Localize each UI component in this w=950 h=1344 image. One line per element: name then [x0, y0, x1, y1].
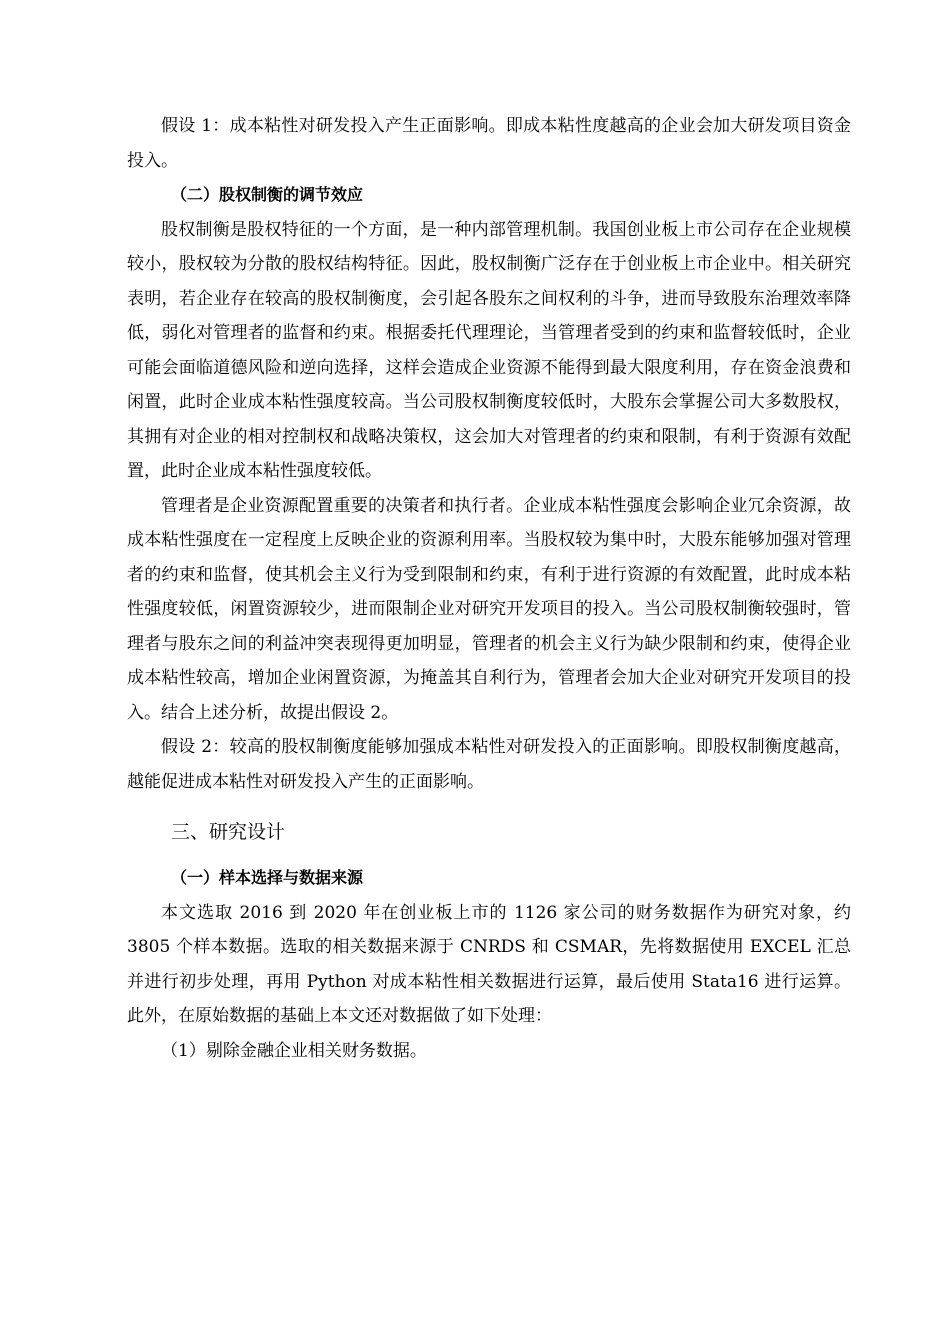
hypothesis-2-paragraph: 假设 2：较高的股权制衡度能够加强成本粘性对研发投入的正面影响。即股权制衡度越高，越能促进成本粘性对研发投入产生的正面影响。 — [127, 737, 851, 792]
section-heading-research-design: 三、研究设计 — [171, 821, 286, 843]
list-item-1: （1）剔除金融企业相关财务数据。 — [161, 1040, 427, 1061]
subsection-heading-equity-balance: （二）股权制衡的调节效应 — [171, 185, 364, 204]
document-body — [127, 109, 851, 1068]
hypothesis-1-paragraph: 假设 1：成本粘性对研发投入产生正面影响。即成本粘性度越高的企业会加大研发项目资金投入。 — [127, 116, 851, 171]
spacer — [127, 849, 851, 861]
subsection-heading-sample-selection: （一）样本选择与数据来源 — [171, 868, 364, 887]
spacer — [127, 799, 851, 815]
managers-paragraph: 管理者是企业资源配置重要的决策者和执行者。企业成本粘性强度会影响企业冗余资源，故成本粘性强度在一定程度上反映企业的资源利用率。当股权较为集中时，大股东能够加强对管理者的约束和监督，使其机会主义行为受到限制和约束，有利于进行资源的有效配置，此时成本粘性强度较低，闲置资源较少，进而限制企业对研究开发项目的投入。当公司股权制衡较强时，管理者与股东之间的利益冲突表现得更加明显，管理者的机会主义行为缺少限制和约束，使得企业成本粘性较高，增加企业闲置资源，为掩盖其自利行为，管理者会加大企业对研究开发项目的投入。结合上述分析，故提出假设 2。 — [127, 495, 851, 723]
equity-balance-paragraph: 股权制衡是股权特征的一个方面，是一种内部管理机制。我国创业板上市公司存在企业规模较小，股权较为分散的股权结构特征。因此，股权制衡广泛存在于创业板上市企业中。相关研究表明，若企业存在较高的股权制衡度，会引起各股东之间权利的斗争，进而导致股东治理效率降低，弱化对管理者的监督和约束。根据委托代理理论，当管理者受到的约束和监督较低时，企业可能会面临道德风险和逆向选择，这样会造成企业资源不能得到最大限度利用，存在资金浪费和闲置，此时企业成本粘性强度较高。当公司股权制衡度较低时，大股东会掌握公司大多数股权，其拥有对企业的相对控制权和战略决策权，这会加大对管理者的约束和限制，有利于资源有效配置，此时企业成本粘性强度较低。 — [127, 219, 851, 481]
sample-paragraph: 本文选取 2016 到 2020 年在创业板上市的 1126 家公司的财务数据作为研究对象，约 3805 个样本数据。选取的相关数据来源于 CNRDS 和 CSMAR，先将数据使用 EXCEL 汇总并进行初步处理，再用 Python 对成本粘性相关数据进行运算，最后使用 Stata16 进行运算。此外，在原始数据的基础上本文还对数据做了如下处理： — [127, 902, 851, 1026]
